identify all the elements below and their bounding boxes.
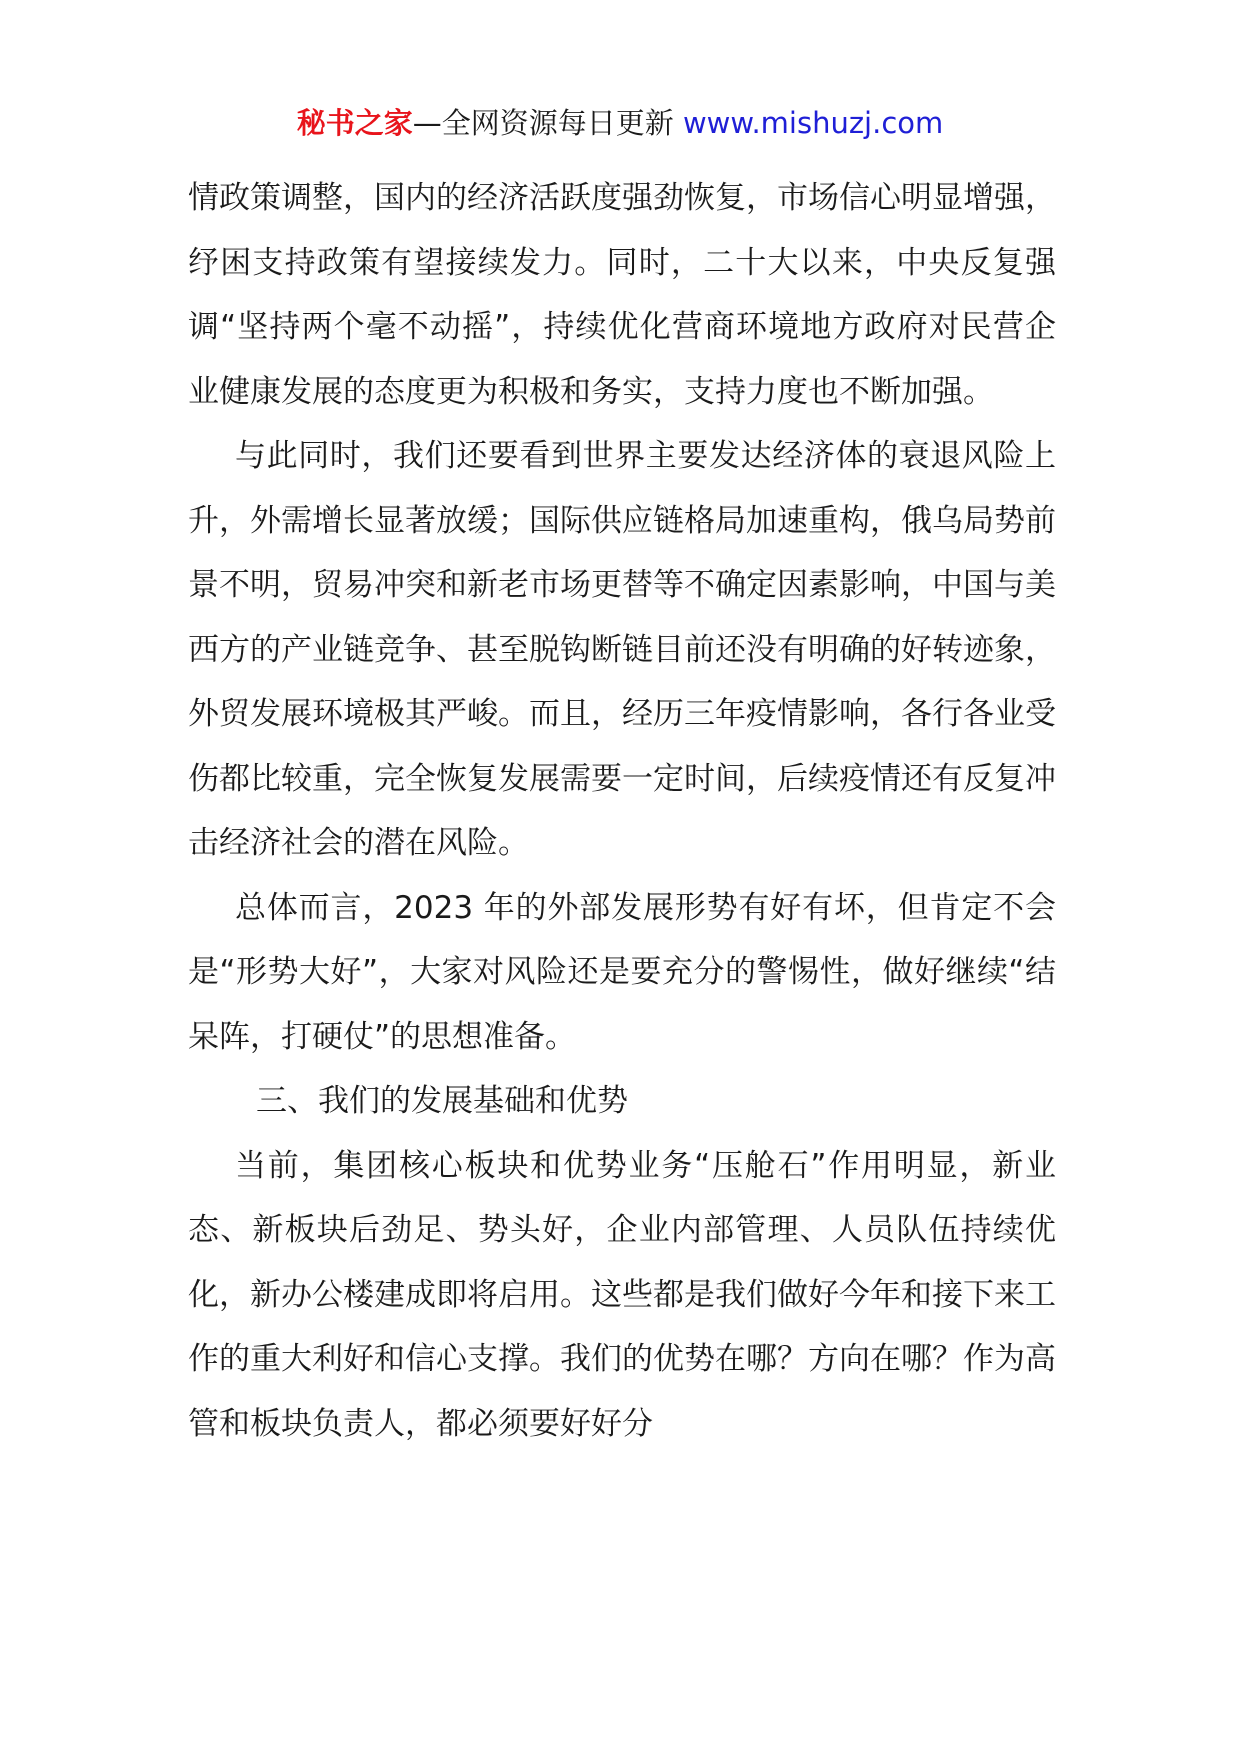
paragraph: 情政策调整，国内的经济活跃度强劲恢复，市场信心明显增强，纾困支持政策有望接续发力。同时，二十大以来，中央反复强调“坚持两个毫不动摇”，持续优化营商环境地方政府对民营企业健康发展的态度更为积极和务实，支持力度也不断加强。 (188, 180, 1056, 410)
paragraph: 当前，集团核心板块和优势业务“压舱石”作用明显，新业态、新板块后劲足、势头好，企业内部管理、人员队伍持续优化，新办公楼建成即将启用。这些都是我们做好今年和接下来工作的重大利好和信心支撑。我们的优势在哪？方向在哪？作为高管和板块负责人，都必须要好好分 (188, 1147, 1056, 1442)
brand-name: 秘书之家 (296, 106, 413, 140)
document-body (188, 166, 1056, 1456)
section-heading: 三、我们的发展基础和优势 (256, 1083, 628, 1119)
paragraph: 与此同时，我们还要看到世界主要发达经济体的衰退风险上升，外需增长显著放缓；国际供应链格局加速重构，俄乌局势前景不明，贸易冲突和新老市场更替等不确定因素影响，中国与美西方的产业链竞争、甚至脱钩断链目前还没有明确的好转迹象，外贸发展环境极其严峻。而且，经历三年疫情影响，各行各业受伤都比较重，完全恢复发展需要一定时间，后续疫情还有反复冲击经济社会的潜在风险。 (188, 438, 1056, 861)
header-slogan: —全网资源每日更新 (412, 106, 674, 140)
paragraph: 总体而言，2023 年的外部发展形势有好有坏，但肯定不会是“形势大好”，大家对风险还是要充分的警惕性，做好继续“结呆阵，打硬仗”的思想准备。 (188, 889, 1056, 1055)
site-url[interactable]: www.mishuzj.com (682, 106, 944, 140)
page-header (0, 103, 1240, 143)
